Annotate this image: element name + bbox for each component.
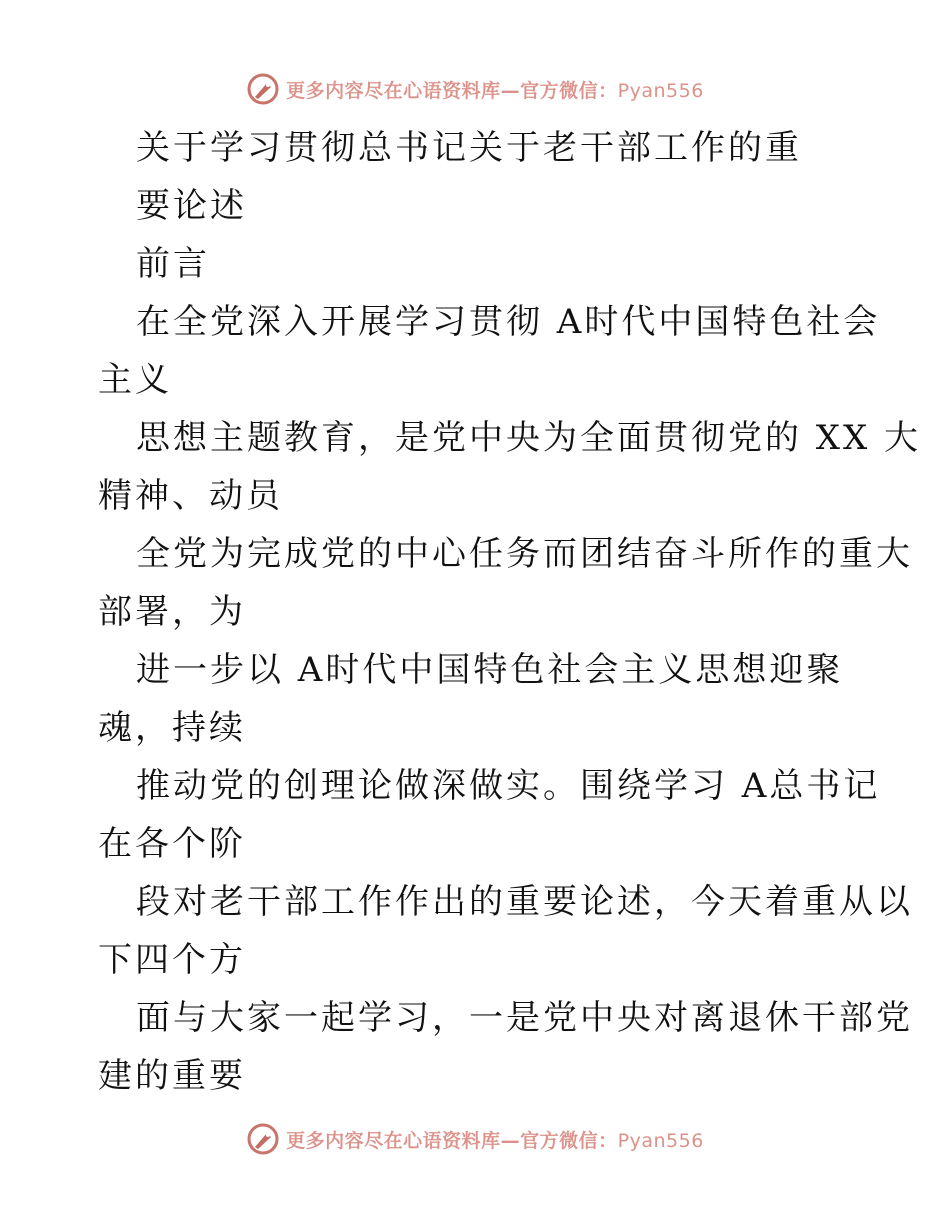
watermark-text: 更多内容尽在心语资料库—官方微信：Pyan556 bbox=[286, 79, 704, 102]
paragraph-line: 进一步以 A时代中国特色社会主义思想迎聚 bbox=[136, 650, 844, 690]
paragraph-line: 下四个方 bbox=[98, 940, 246, 980]
paragraph-line: 部署，为 bbox=[98, 592, 246, 632]
paragraph-line: 建的重要 bbox=[98, 1056, 246, 1096]
paragraph-line: 面与大家一起学习，一是党中央对离退休干部党 bbox=[136, 998, 913, 1038]
paragraph-line: 魂，持续 bbox=[98, 708, 246, 748]
section-heading: 前言 bbox=[136, 244, 210, 284]
paragraph-line: 思想主题教育，是党中央为全面贯彻党的 XX 大 bbox=[136, 418, 922, 458]
paragraph-line: 精神、动员 bbox=[98, 476, 283, 516]
paragraph-line: 段对老干部工作作出的重要论述，今天着重从以 bbox=[136, 882, 913, 922]
header-watermark bbox=[0, 72, 950, 106]
paragraph-line: 在全党深入开展学习贯彻 A时代中国特色社会 bbox=[136, 302, 881, 342]
document-title-line-2: 要论述 bbox=[136, 186, 247, 226]
paragraph-line: 推动党的创理论做深做实。围绕学习 A总书记 bbox=[136, 766, 881, 806]
document-title-line-1: 关于学习贯彻总书记关于老干部工作的重 bbox=[136, 128, 802, 168]
pen-nib-logo-icon bbox=[246, 72, 280, 106]
footer-watermark bbox=[0, 1122, 950, 1156]
pen-nib-logo-icon bbox=[246, 1122, 280, 1156]
watermark-text: 更多内容尽在心语资料库—官方微信：Pyan556 bbox=[286, 1129, 704, 1152]
paragraph-line: 主义 bbox=[98, 360, 172, 400]
paragraph-line: 在各个阶 bbox=[98, 824, 246, 864]
paragraph-line: 全党为完成党的中心任务而团结奋斗所作的重大 bbox=[136, 534, 913, 574]
